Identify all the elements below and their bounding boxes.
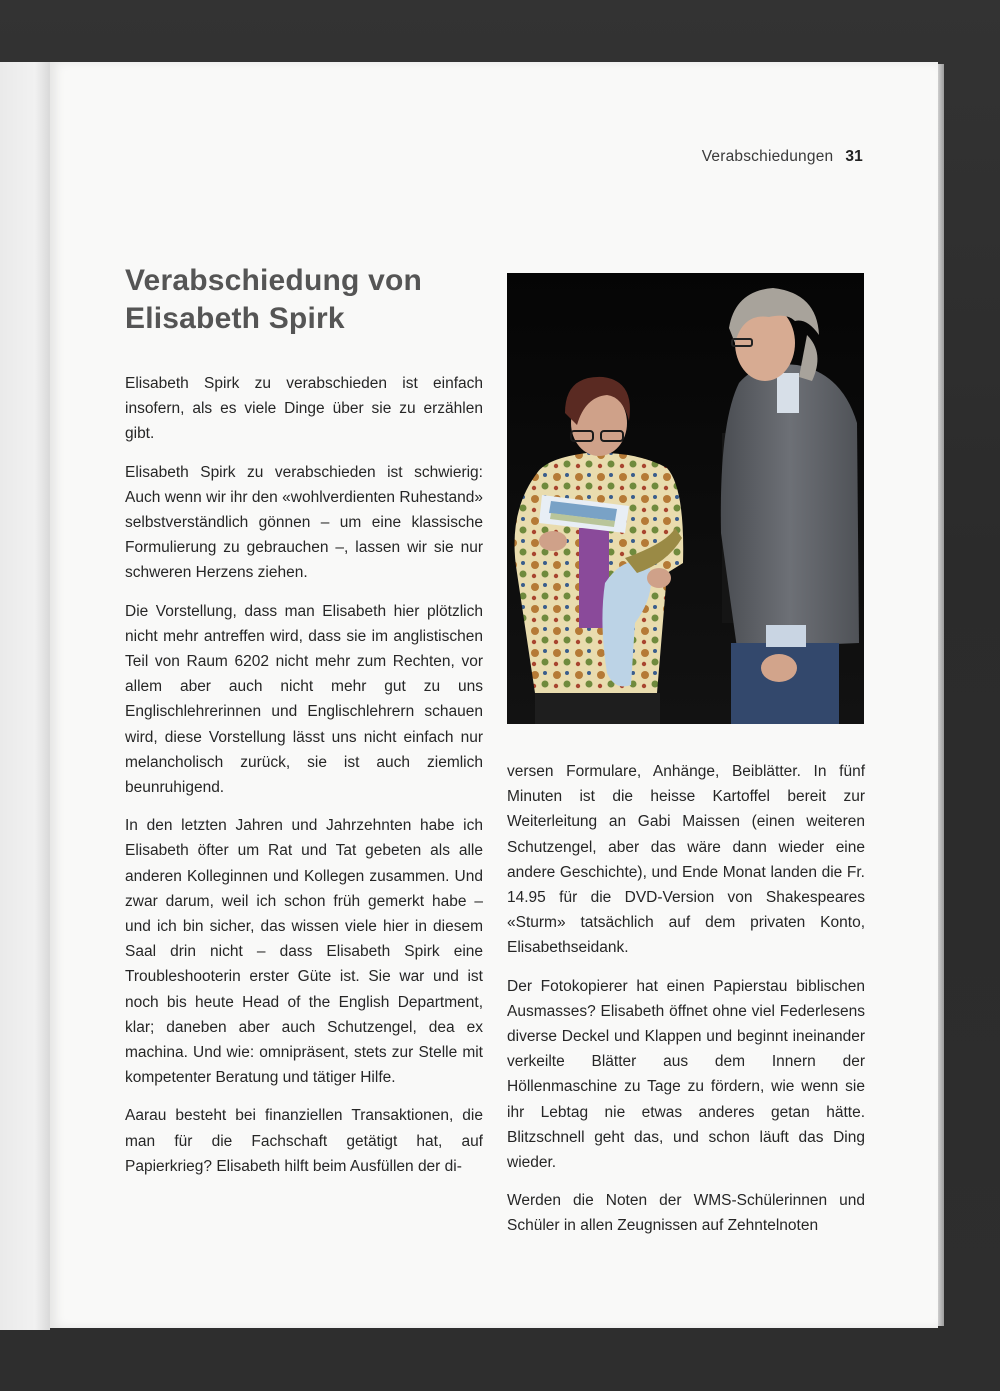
book-page bbox=[50, 62, 938, 1328]
page-stack-edge bbox=[938, 64, 944, 1326]
page-number: 31 bbox=[845, 148, 863, 165]
right-column bbox=[507, 759, 865, 1252]
running-head bbox=[702, 148, 863, 166]
photo-illustration bbox=[507, 273, 864, 724]
paragraph: versen Formulare, Anhänge, Beiblätter. In fünf Minuten ist die heisse Kartoffel bereit zur Weiterleitung an Gabi Maissen (einen weiteren Schutzengel, aber das wäre dann wieder eine andere Geschichte), und Ende Monat landen die Fr. 14.95 für die DVD-Version von Shakespeares «Sturm» tatsächlich auf dem privaten Konto, Elisabethseidank. bbox=[507, 763, 865, 957]
paragraph: Werden die Noten der WMS-Schülerinnen und Schüler in allen Zeugnissen auf Zehntelnoten bbox=[507, 1192, 865, 1235]
title-line-2: Elisabeth Spirk bbox=[125, 302, 345, 335]
facing-page-edge bbox=[0, 62, 50, 1330]
section-title: Verabschiedungen bbox=[701, 148, 834, 165]
paragraph: In den letzten Jahren und Jahrzehnten habe ich Elisabeth öfter um Rat und Tat gebeten als alle anderen Kolleginnen und Kollegen zusammen. Und zwar darum, weil ich schon früh gemerkt habe – und ich bin sicher, das wissen viele hier in diesem Saal drin nicht – dass Elisabeth Spirk eine Troubleshooterin erster Güte ist. Sie war und ist noch bis heute Head of the English Department, klar; daneben aber auch Schutzengel, dea ex machina. Und wie: omnipräsent, stets zur Stelle mit kompetenter Beratung und tätiger Hilfe. bbox=[125, 817, 483, 1087]
paragraph: Aarau besteht bei finanziellen Transaktionen, die man für die Fachschaft getätigt hat, auf Papierkrieg? Elisabeth hilft beim Ausfüllen der di- bbox=[125, 1107, 483, 1175]
farewell-photo bbox=[507, 273, 864, 724]
paragraph: Die Vorstellung, dass man Elisabeth hier plötzlich nicht mehr antreffen wird, dass sie im anglistischen Teil von Raum 6202 nicht mehr zum Rechten, vor allem aber auch nicht mehr gut zu uns Englischlehrerinnen und Englischlehrern schauen wird, diese Vorstellung lässt uns nicht einfach nur melancholisch zurück, sie ist auch ziemlich beunruhigend. bbox=[125, 602, 483, 797]
article-title bbox=[125, 262, 485, 338]
paragraph: Der Fotokopierer hat einen Papierstau biblischen Ausmasses? Elisabeth öffnet ohne viel Federlesens diverse Deckel und Klappen und beginnt ineinander verkeilte Blätter aus dem Innern der Höllenmaschine zu Tage zu fördern, wie wenn sie ihr Lebtag nie etwas anderes getan hätte. Blitzschnell geht das, und schon läuft das Ding wieder. bbox=[507, 977, 865, 1172]
paragraph: Elisabeth Spirk zu verabschieden ist einfach insofern, als es viele Dinge über sie zu erzählen gibt. bbox=[125, 375, 483, 443]
left-column bbox=[125, 371, 483, 1192]
title-line-1: Verabschiedung von bbox=[125, 264, 423, 297]
paragraph: Elisabeth Spirk zu verabschieden ist schwierig: Auch wenn wir ihr den «wohlverdienten Ruhestand» selbstverständlich gönnen – um eine klassische Formulierung zu gebrauchen –, lassen wir sie nur schweren Herzens ziehen. bbox=[125, 463, 483, 582]
